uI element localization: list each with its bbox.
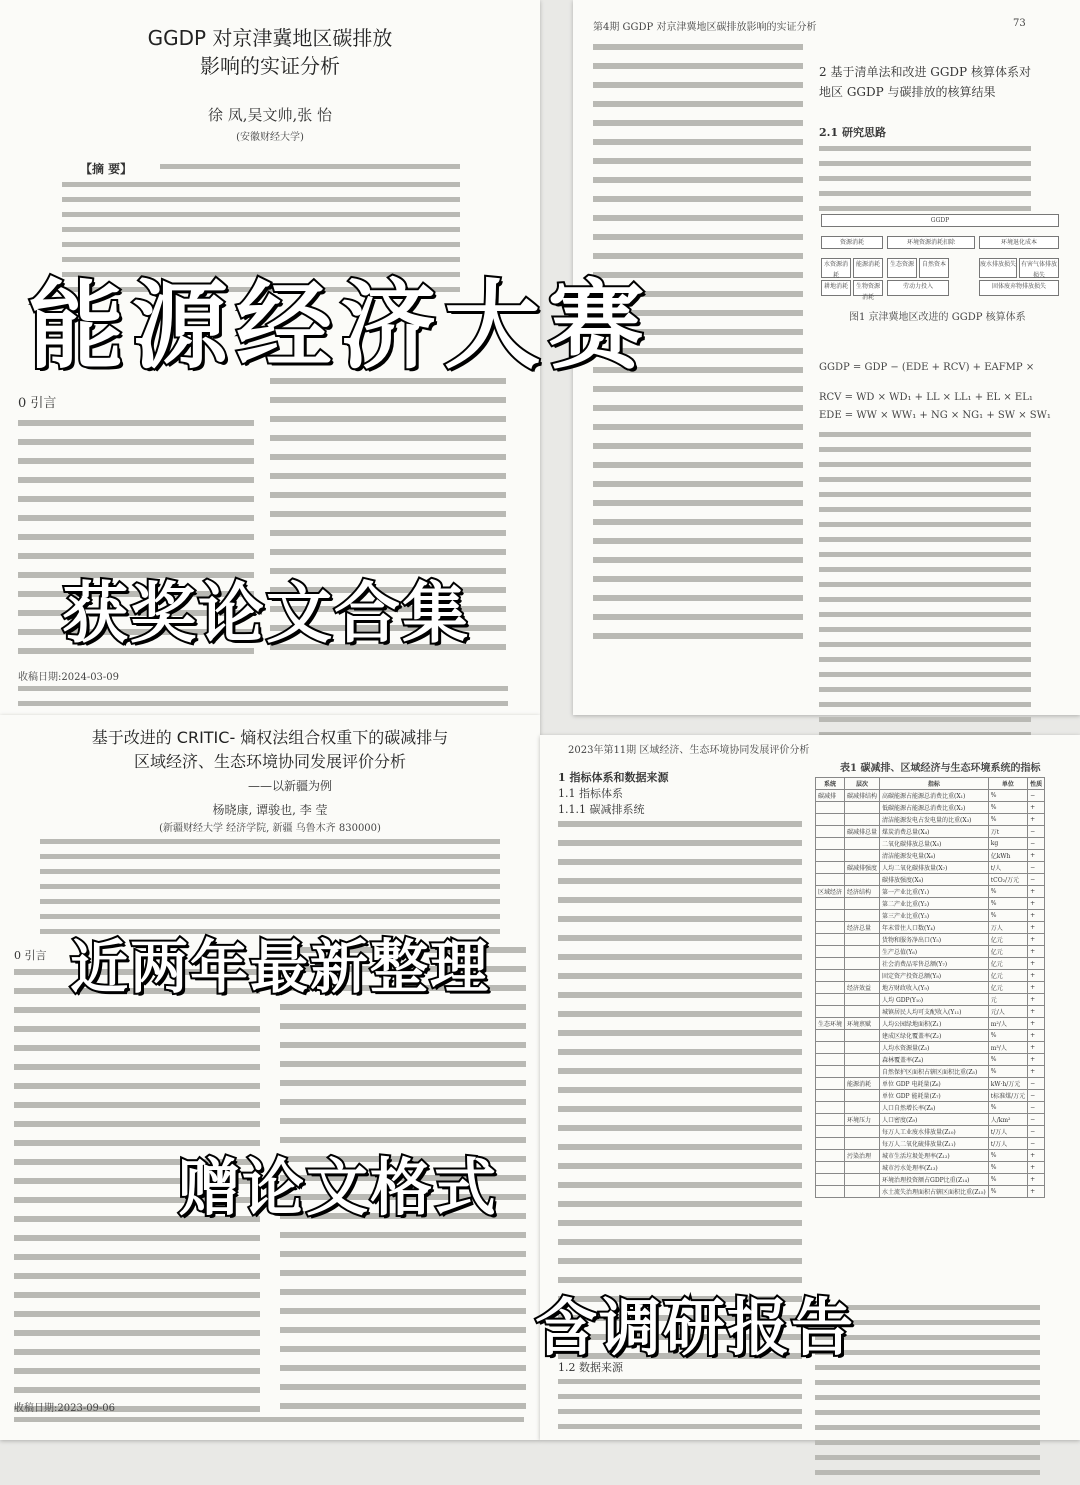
table-cell	[816, 1186, 845, 1198]
table-cell	[845, 814, 880, 826]
paper1-received-date: 收稿日期:2024-03-09	[18, 672, 120, 683]
table-cell: 自然保护区面积占辖区面积比重(Z₅)	[880, 1066, 989, 1078]
table-cell: +	[1028, 970, 1045, 982]
table-cell	[816, 1114, 845, 1126]
paper1-title-line2: 影响的实证分析	[200, 54, 340, 78]
table-cell: 货物和服务净出口(Y₅)	[880, 934, 989, 946]
paper2-formula-1: GGDP = GDP − (EDE + RCV) + EAFMP ×	[819, 362, 1035, 373]
table-header-cell: 指标	[880, 778, 989, 790]
table-cell: 碳排放强度(X₈)	[880, 874, 989, 886]
table-cell: 清洁能源发电占发电量的比重(X₃)	[880, 814, 989, 826]
table-cell: +	[1028, 1030, 1045, 1042]
table-cell	[816, 1042, 845, 1054]
table-cell: 污染治理	[845, 1150, 880, 1162]
table-row	[816, 802, 1045, 814]
table-cell: 人均水资源量(Z₃)	[880, 1042, 989, 1054]
paper1-footnote	[18, 686, 508, 716]
paper4-running-header: 2023年第11期 区域经济、生态环境协同发展评价分析	[568, 745, 810, 756]
table-cell	[845, 1042, 880, 1054]
table-cell: 森林覆盖率(Z₄)	[880, 1054, 989, 1066]
table-cell: 每万人二氧化硫排放量(Z₁₁)	[880, 1138, 989, 1150]
table-header-row	[816, 778, 1045, 790]
table-row	[816, 1066, 1045, 1078]
table-cell: 环境禀赋	[845, 1018, 880, 1030]
table-header-cell: 系统	[816, 778, 845, 790]
table-cell: −	[1028, 1090, 1045, 1102]
fig-box-root: GGDP	[821, 214, 1059, 227]
table-cell	[816, 862, 845, 874]
table-cell: 低碳能源占能源总消费比重(X₂)	[880, 802, 989, 814]
table-cell: %	[988, 802, 1027, 814]
paper3-received-date: 收稿日期:2023-09-06	[14, 1403, 116, 1414]
table-cell: 环境压力	[845, 1114, 880, 1126]
table-cell: %	[988, 1186, 1027, 1198]
table-cell: %	[988, 790, 1027, 802]
table-cell	[816, 826, 845, 838]
table-cell: 二氧化碳排放总量(X₅)	[880, 838, 989, 850]
table-cell: 亿元	[988, 946, 1027, 958]
table-row	[816, 910, 1045, 922]
table-body	[816, 790, 1045, 1198]
table-cell: +	[1028, 1066, 1045, 1078]
table-row	[816, 1126, 1045, 1138]
overlay-title: 能源经济大赛	[28, 270, 652, 382]
fig-box: 资源消耗	[821, 236, 883, 249]
table-cell: −	[1028, 862, 1045, 874]
table-cell: 煤炭消费总量(X₄)	[880, 826, 989, 838]
table-row	[816, 1162, 1045, 1174]
table-cell: 水土流失治理面积占辖区面积比重(Z₁₅)	[880, 1186, 989, 1198]
fig-box: 自然资本	[919, 258, 949, 278]
table-cell: tCO₂/万元	[988, 874, 1027, 886]
table-cell	[845, 1162, 880, 1174]
table-cell: t/人	[988, 862, 1027, 874]
paper2-figure-1	[821, 214, 1057, 301]
table-cell: %	[988, 1054, 1027, 1066]
table-cell: m³/人	[988, 1042, 1027, 1054]
table-cell: 人均公园绿地面积(Z₁)	[880, 1018, 989, 1030]
table-cell: t标准煤/万元	[988, 1090, 1027, 1102]
table-cell: 区域经济	[816, 886, 845, 898]
table-cell: kW·h/万元	[988, 1078, 1027, 1090]
table-cell: 亿元	[988, 934, 1027, 946]
table-cell: +	[1028, 1006, 1045, 1018]
fig-box: 劳动力投入	[887, 280, 949, 296]
table-cell: +	[1028, 1162, 1045, 1174]
table-row	[816, 874, 1045, 886]
table-cell: +	[1028, 1186, 1045, 1198]
table-row	[816, 1042, 1045, 1054]
overlay-line-3: 近两年最新整理	[70, 933, 491, 1001]
fig-box: 固体废弃物排放损失	[979, 280, 1059, 296]
table-cell: 经济总量	[845, 922, 880, 934]
table-cell	[816, 1078, 845, 1090]
table-cell: 每万人工业废水排放量(Z₁₀)	[880, 1126, 989, 1138]
table-cell: +	[1028, 886, 1045, 898]
paper3-footnote	[14, 1417, 524, 1432]
table-cell: 经济结构	[845, 886, 880, 898]
table-cell	[845, 994, 880, 1006]
table-cell	[816, 898, 845, 910]
table-cell: 生产总值(Y₆)	[880, 946, 989, 958]
table-cell	[816, 1126, 845, 1138]
table-cell: %	[988, 1150, 1027, 1162]
table-cell: 年末常住人口数(Y₄)	[880, 922, 989, 934]
table-cell: 生态环境	[816, 1018, 845, 1030]
table-row	[816, 934, 1045, 946]
table-cell: +	[1028, 1018, 1045, 1030]
table-cell	[845, 850, 880, 862]
table-cell	[816, 934, 845, 946]
table-cell	[816, 802, 845, 814]
table-cell	[816, 874, 845, 886]
table-row	[816, 958, 1045, 970]
table-cell	[845, 958, 880, 970]
paper2-section-2-1: 2.1 研究思路	[819, 126, 886, 139]
table-cell	[845, 1138, 880, 1150]
table-cell: %	[988, 898, 1027, 910]
table-cell	[816, 1150, 845, 1162]
paper3-subtitle: ——以新疆为例	[247, 779, 332, 793]
fig-box: 生态资源	[887, 258, 917, 278]
table-cell	[816, 1162, 845, 1174]
paper4-data-source-text	[558, 1379, 802, 1439]
table-row	[816, 1090, 1045, 1102]
table-cell: 亿元	[988, 958, 1027, 970]
table-cell: 人口自然增长率(Z₈)	[880, 1102, 989, 1114]
table-cell: %	[988, 1162, 1027, 1174]
table-cell: %	[988, 1030, 1027, 1042]
table-cell: 亿元	[988, 982, 1027, 994]
table-cell: +	[1028, 1150, 1045, 1162]
table-row	[816, 1054, 1045, 1066]
table-cell: 第一产业比重(Y₁)	[880, 886, 989, 898]
paper1-title-line1: GGDP 对京津冀地区碳排放	[147, 26, 393, 50]
table-row	[816, 826, 1045, 838]
paper4-section-1: 1 指标体系和数据来源	[558, 771, 669, 784]
table-cell: 高碳能源占能源总消费比重(X₁)	[880, 790, 989, 802]
paper2-formula-2: RCV = WD × WD₁ + LL × LL₁ + EL × EL₁	[819, 392, 1033, 403]
table-cell: 地方财政收入(Y₉)	[880, 982, 989, 994]
table-cell: 元	[988, 994, 1027, 1006]
table-cell	[816, 850, 845, 862]
table-row	[816, 1138, 1045, 1150]
paper3-section-intro: 0 引言	[14, 949, 47, 962]
table-cell: 单位 GDP 能耗量(Z₇)	[880, 1090, 989, 1102]
table-cell: +	[1028, 934, 1045, 946]
table-cell	[845, 1186, 880, 1198]
table-cell	[845, 1126, 880, 1138]
paper4-section-1-1: 1.1 指标体系	[558, 787, 623, 800]
overlay-line-5: 含调研报告	[535, 1291, 856, 1364]
table-cell: 单位 GDP 电耗量(Z₆)	[880, 1078, 989, 1090]
paper3-title-line1: 基于改进的 CRITIC- 熵权法组合权重下的碳减排与	[91, 728, 449, 747]
table-cell: 固定资产投资总额(Y₈)	[880, 970, 989, 982]
paper1-abstract-label: 【摘 要】	[80, 162, 133, 176]
table-cell	[845, 1066, 880, 1078]
table-cell	[845, 1090, 880, 1102]
table-cell: 环境治理投资额占GDP比重(Z₁₄)	[880, 1174, 989, 1186]
table-cell: 元/人	[988, 1006, 1027, 1018]
paper3-affiliation: (新疆财经大学 经济学院, 新疆 乌鲁木齐 830000)	[159, 823, 381, 834]
table-row	[816, 1174, 1045, 1186]
table-cell: +	[1028, 958, 1045, 970]
table-cell: +	[1028, 946, 1045, 958]
table-cell: 人均 GDP(Y₁₀)	[880, 994, 989, 1006]
paper4-section-1-1-1: 1.1.1 碳减排系统	[558, 803, 645, 816]
paper1-abstract-text	[160, 164, 460, 179]
table-cell: 清洁能源发电量(X₆)	[880, 850, 989, 862]
table-cell	[816, 1054, 845, 1066]
table-cell: %	[988, 1102, 1027, 1114]
table-header-cell: 单位	[988, 778, 1027, 790]
table-cell: 社会消费品零售总额(Y₇)	[880, 958, 989, 970]
table-cell	[816, 1006, 845, 1018]
table-cell: 第二产业比重(Y₂)	[880, 898, 989, 910]
fig-box: 环境资源消耗扣除	[887, 236, 975, 249]
paper1-authors: 徐 凤,吴文帅,张 怡	[207, 106, 333, 124]
table-cell: 亿元	[988, 970, 1027, 982]
table-cell: %	[988, 886, 1027, 898]
table-row	[816, 970, 1045, 982]
table-cell: 人/km²	[988, 1114, 1027, 1126]
paper-page-3	[0, 715, 540, 1440]
table-cell: %	[988, 1174, 1027, 1186]
table-row	[816, 1018, 1045, 1030]
table-row	[816, 994, 1045, 1006]
paper2-formula-3: EDE = WW × WW₁ + NG × NG₁ + SW × SW₁	[819, 410, 1051, 421]
paper2-section-text	[819, 146, 1031, 221]
table-cell	[816, 838, 845, 850]
table-row	[816, 1078, 1045, 1090]
table-row	[816, 838, 1045, 850]
table-cell: kg	[988, 838, 1027, 850]
paper2-running-header: 第4期 GGDP 对京津冀地区碳排放影响的实证分析	[593, 22, 817, 33]
table-cell	[816, 946, 845, 958]
table-cell: −	[1028, 1102, 1045, 1114]
table-cell: +	[1028, 982, 1045, 994]
table-cell	[816, 922, 845, 934]
fig-box: 废水排放损失	[979, 258, 1017, 278]
table-cell	[816, 982, 845, 994]
paper2-page-number: 73	[1013, 18, 1026, 29]
table-cell	[816, 910, 845, 922]
table-cell	[845, 874, 880, 886]
table-cell	[845, 1054, 880, 1066]
table-cell: +	[1028, 850, 1045, 862]
table-row	[816, 850, 1045, 862]
table-cell: +	[1028, 1054, 1045, 1066]
table-cell	[816, 994, 845, 1006]
table-cell	[845, 898, 880, 910]
table-cell	[816, 814, 845, 826]
overlay-line-2: 获奖论文合集	[62, 575, 470, 652]
table-cell	[845, 1102, 880, 1114]
table-row	[816, 1150, 1045, 1162]
table-cell: −	[1028, 826, 1045, 838]
table-cell: 城镇居民人均可支配收入(Y₁₁)	[880, 1006, 989, 1018]
table-row	[816, 1114, 1045, 1126]
table-cell: 第三产业比重(Y₃)	[880, 910, 989, 922]
paper4-section-1-2: 1.2 数据来源	[558, 1361, 623, 1374]
table-cell: −	[1028, 1138, 1045, 1150]
table-cell: +	[1028, 814, 1045, 826]
table-row	[816, 922, 1045, 934]
paper3-title-line2: 区域经济、生态环境协同发展评价分析	[133, 752, 406, 771]
table-cell: 能源消耗	[845, 1078, 880, 1090]
paper4-table-title: 表1 碳减排、区域经济与生态环境系统的指标	[840, 763, 1041, 774]
table-cell	[845, 910, 880, 922]
table-cell: 城市生活垃圾处理率(Z₁₂)	[880, 1150, 989, 1162]
paper2-variables-text	[819, 432, 1031, 777]
table-cell: +	[1028, 898, 1045, 910]
fig-box: 水资源消耗	[821, 258, 851, 278]
table-cell: %	[988, 910, 1027, 922]
table-row	[816, 814, 1045, 826]
fig-box: 耕地消耗	[821, 280, 851, 296]
table-row	[816, 1006, 1045, 1018]
table-cell	[845, 838, 880, 850]
table-cell	[845, 970, 880, 982]
overlay-line-4: 赠论文格式	[178, 1151, 499, 1224]
table-cell: m²/人	[988, 1018, 1027, 1030]
table-cell	[845, 934, 880, 946]
table-header-cell: 层次	[845, 778, 880, 790]
table-row	[816, 946, 1045, 958]
table-row	[816, 1030, 1045, 1042]
table-cell: 万t	[988, 826, 1027, 838]
fig-box: 环境退化成本	[979, 236, 1059, 249]
fig-box: 生物资源消耗	[853, 280, 883, 296]
table-cell: 万人	[988, 922, 1027, 934]
table-cell	[816, 1102, 845, 1114]
table-row	[816, 982, 1045, 994]
table-cell: +	[1028, 802, 1045, 814]
table-cell: 碳减排总量	[845, 826, 880, 838]
table-cell: 碳减排结构	[845, 790, 880, 802]
table-cell: 经济效益	[845, 982, 880, 994]
table-cell: −	[1028, 790, 1045, 802]
table-row	[816, 886, 1045, 898]
table-cell	[845, 802, 880, 814]
table-cell: −	[1028, 838, 1045, 850]
table-cell	[845, 1174, 880, 1186]
fig-box: 有害气体排放损失	[1019, 258, 1059, 278]
table-cell: t/万人	[988, 1138, 1027, 1150]
paper2-section-2: 2 基于清单法和改进 GGDP 核算体系对地区 GGDP 与碳排放的核算结果	[819, 65, 1031, 99]
table-cell: 碳减排强度	[845, 862, 880, 874]
table-cell: +	[1028, 910, 1045, 922]
table-cell	[845, 1006, 880, 1018]
table-cell: 亿kWh	[988, 850, 1027, 862]
table-row	[816, 1186, 1045, 1198]
table-cell: −	[1028, 1114, 1045, 1126]
table-row	[816, 790, 1045, 802]
table-cell	[816, 1066, 845, 1078]
table-cell	[816, 970, 845, 982]
table-cell: 建成区绿化覆盖率(Z₂)	[880, 1030, 989, 1042]
table-cell: +	[1028, 994, 1045, 1006]
paper1-affiliation: (安徽财经大学)	[236, 132, 304, 143]
table-cell: 城市污水处理率(Z₁₃)	[880, 1162, 989, 1174]
table-cell: −	[1028, 874, 1045, 886]
table-cell	[816, 1138, 845, 1150]
table-cell	[845, 946, 880, 958]
paper3-authors: 杨晓康, 谭骏也, 李 莹	[212, 803, 328, 817]
table-cell: 人口密度(Z₉)	[880, 1114, 989, 1126]
table-cell: −	[1028, 1078, 1045, 1090]
table-cell: 人均二氧化碳排放量(X₇)	[880, 862, 989, 874]
table-cell	[816, 1030, 845, 1042]
table-row	[816, 898, 1045, 910]
table-cell: t/万人	[988, 1126, 1027, 1138]
fig-box: 能源消耗	[853, 258, 883, 278]
table-cell	[816, 958, 845, 970]
table-cell	[816, 1174, 845, 1186]
table-cell	[816, 1090, 845, 1102]
table-cell: −	[1028, 1126, 1045, 1138]
table-cell: +	[1028, 922, 1045, 934]
table-row	[816, 1102, 1045, 1114]
paper4-indicator-table	[815, 777, 1045, 1198]
table-header-cell: 性质	[1028, 778, 1045, 790]
table-cell	[845, 1030, 880, 1042]
table-cell: %	[988, 814, 1027, 826]
table-cell: %	[988, 1066, 1027, 1078]
paper1-section-intro: 0 引言	[18, 396, 57, 411]
table-cell: 碳减排	[816, 790, 845, 802]
paper2-figure-caption: 图1 京津冀地区改进的 GGDP 核算体系	[849, 312, 1026, 323]
table-cell: +	[1028, 1042, 1045, 1054]
table-cell: +	[1028, 1174, 1045, 1186]
table-row	[816, 862, 1045, 874]
